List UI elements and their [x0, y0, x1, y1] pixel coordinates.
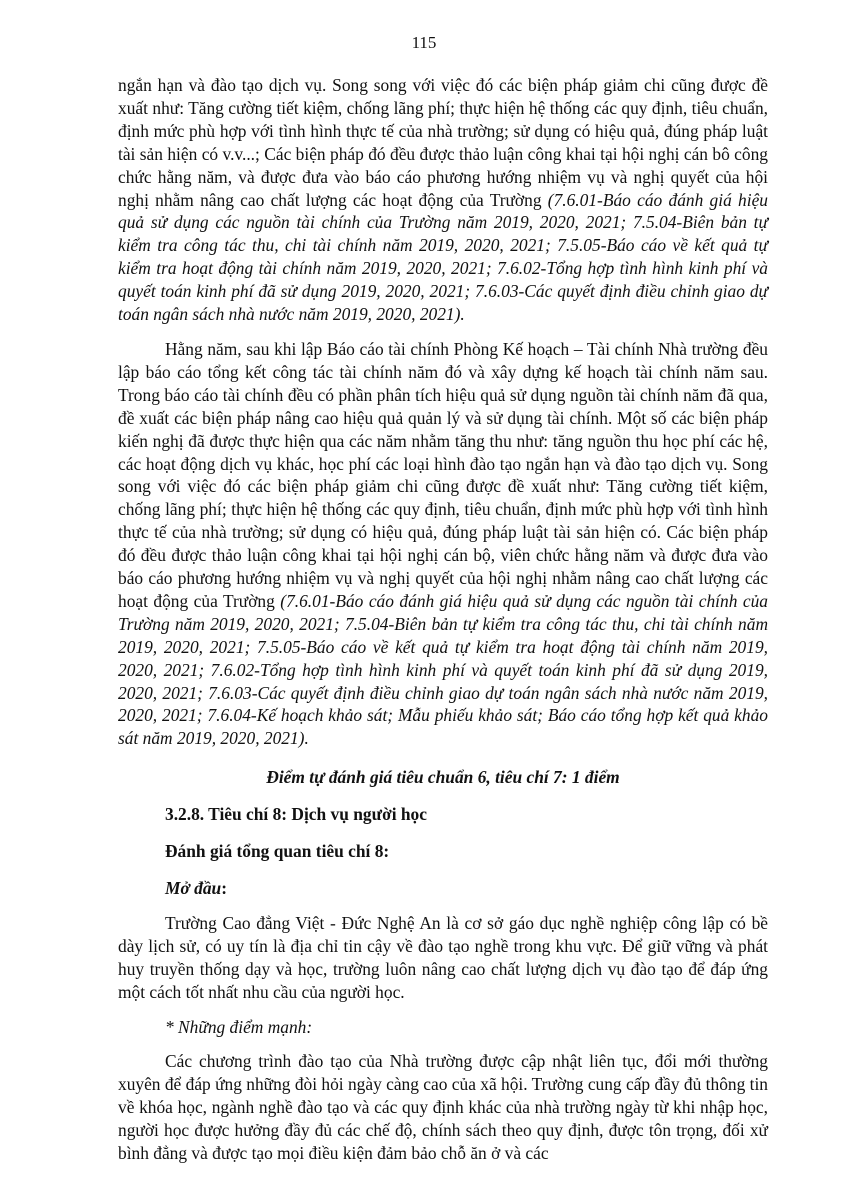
paragraph-2 [118, 338, 768, 750]
strengths-label: * Những điểm mạnh: [165, 1016, 313, 1037]
intro-heading [118, 877, 768, 900]
paragraph-2-evidence: (7.6.01-Báo cáo đánh giá hiệu quả sử dụng các nguồn tài chính của Trường năm 2019, 2020, 2021; 7.5.04-Biên bản tự kiểm tra công tác thu, chi tài chính năm 2019, 2020, 2021; 7.5.05-Báo cáo về kết quả tự kiểm tra hoạt động tài chính năm 2019, 2020, 2021; 7.6.02-Tổng hợp tình hình kinh phí và quyết toán kinh phí đã sử dụng 2019, 2020, 2021; 7.6.03-Các quyết định điều chỉnh giao dự toán ngân sách nhà nước năm 2019, 2020, 2021; 7.6.04-Kế hoạch khảo sát; Mẫu phiếu khảo sát; Báo cáo tổng hợp kết quả khảo sát năm 2019, 2020, 2021). [118, 590, 768, 749]
paragraph-2-text: Hằng năm, sau khi lập Báo cáo tài chính Phòng Kế hoạch – Tài chính Nhà trường đều lập báo cáo tổng kết công tác tài chính năm đó và xây dựng kế hoạch tài chính năm sau. Trong báo cáo tài chính đều có phần phân tích hiệu quả sử dụng nguồn tài chính năm đã qua, đề xuất các biện pháp nâng cao hiệu quả quản lý và sử dụng tài chính. Một số các biện pháp kiến nghị đã được thực hiện qua các năm nhằm tăng thu như: tăng nguồn thu học phí các hệ, các hoạt động dịch vụ khác, học phí các loại hình đào tạo ngắn hạn và đào tạo dịch vụ. Song song với việc đó các biện pháp giảm chi cũng được đề xuất như: Tăng cường tiết kiệm, chống lãng phí; thực hiện hệ thống các quy định, tiêu chuẩn, định mức phù hợp với tình hình thực tế của nhà trường; sử dụng có hiệu quả, đúng pháp luật tài sản hiện có. Các biện pháp đó đều được thảo luận công khai tại hội nghị cán bộ, viên chức hằng năm và được đưa vào báo cáo phương hướng nhiệm vụ và nghị quyết của hội nghị nhằm nâng cao chất lượng các hoạt động của Trường [118, 338, 768, 611]
intro-label: Mở đầu [165, 878, 222, 898]
strengths-paragraph: Các chương trình đào tạo của Nhà trường được cập nhật liên tục, đổi mới thường xuyên để đáp ứng những đòi hỏi ngày càng cao của xã hội. Trường cung cấp đầy đủ thông tin về khóa học, ngành nghề đào tạo và các quy định khác của nhà trường ngày từ khi nhập học, người học được hưởng đầy đủ các chế độ, chính sách theo quy định, được tôn trọng, đối xử bình đẳng và được tạo mọi điều kiện đảm bảo chỗ ăn ở và các [118, 1051, 768, 1164]
paragraph-1-text: ngắn hạn và đào tạo dịch vụ. Song song với việc đó các biện pháp giảm chi cũng được đề xuất như: Tăng cường tiết kiệm, chống lãng phí; thực hiện hệ thống các quy định, tiêu chuẩn, định mức phù hợp với tình hình thực tế của nhà trường; sử dụng có hiệu quả, đúng pháp luật tài sản hiện có v.v...; Các biện pháp đó đều được thảo luận công khai tại hội nghị cán bô công chức hằng năm, và được đưa vào báo cáo phương hướng nhiệm vụ và nghị quyết của hội nghị nhằm nâng cao chất lượng các hoạt động của Trường [118, 75, 768, 210]
section-heading: 3.2.8. Tiêu chí 8: Dịch vụ người học [165, 804, 427, 825]
intro-paragraph: Trường Cao đẳng Việt - Đức Nghệ An là cơ sở gáo dục nghề nghiệp công lập có bề dày lịch sử, có uy tín là địa chỉ tin cậy về đào tạo nghề trong khu vực. Để giữ vững và phát huy truyền thống dạy và học, trường luôn nâng cao chất lượng dịch vụ đào tạo để đáp ứng một cách tốt nhất nhu cầu của người học. [118, 912, 768, 1002]
paragraph-1-evidence: (7.6.01-Báo cáo đánh giá hiệu quả sử dụng các nguồn tài chính của Trường năm 2019, 2020, 2021; 7.5.04-Biên bản tự kiểm tra công tác thu, chi tài chính năm 2019, 2020, 2021; 7.5.05-Báo cáo về kết quả tự kiểm tra hoạt động tài chính năm 2019, 2020, 2021; 7.6.02-Tổng hợp tình hình kinh phí và quyết toán kinh phí đã sử dụng 2019, 2020, 2021; 7.6.03-Các quyết định điều chỉnh giao dự toán ngân sách nhà nước năm 2019, 2020, 2021). [118, 189, 768, 325]
intro-colon: : [221, 878, 228, 898]
document-body [118, 74, 768, 1165]
overview-heading: Đánh giá tổng quan tiêu chí 8: [165, 841, 390, 862]
page-number: 115 [411, 33, 437, 52]
paragraph-1 [118, 74, 768, 326]
self-assessment-score: Điểm tự đánh giá tiêu chuẩn 6, tiêu chí 7: 1 điểm [266, 767, 620, 788]
